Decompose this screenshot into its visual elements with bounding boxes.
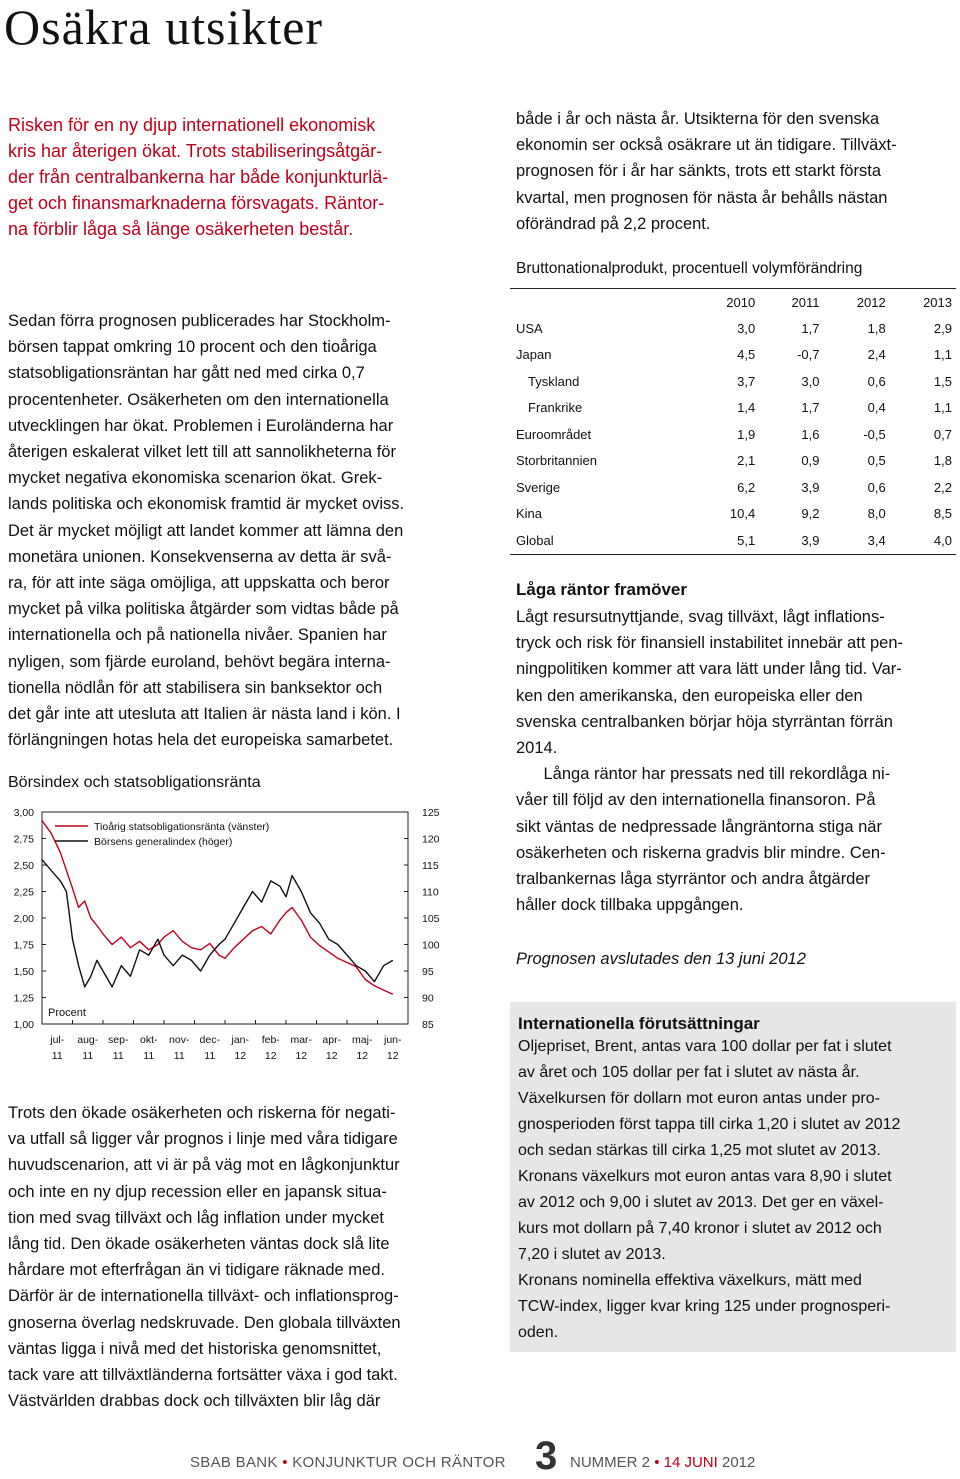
text-line: och inte en ny djup recession eller en japansk situa- — [8, 1182, 387, 1201]
gdp-table — [510, 288, 956, 555]
text-line: procentenheter. Osäkerheten om den internationella — [8, 390, 389, 409]
table-row — [510, 368, 956, 395]
page-number: 3 — [535, 1434, 558, 1478]
box-heading: Internationella förutsättningar — [518, 1014, 760, 1033]
country-name: Frankrike — [528, 400, 583, 416]
country-name: Tyskland — [528, 373, 580, 389]
text-line: va utfall så ligger vår prognos i linje med våra tidigare — [8, 1130, 398, 1149]
text-line: monetära unionen. Konsekvenserna av detta är svå- — [8, 547, 392, 566]
text-line: ra, för att inte säga omöjliga, att uppskatta och beror — [8, 574, 390, 593]
right-tick-label: 125 — [422, 807, 440, 819]
text-line: gnoserna överlag nedskruvade. Den globala tillväxten — [8, 1313, 401, 1332]
right-tick-label: 120 — [422, 833, 440, 846]
left-tick-label: 2,00 — [13, 913, 34, 925]
text-line: tionella nödlån för att stabilisera sin banksektor och — [8, 678, 383, 697]
x-tick-label-year: 12 — [325, 1050, 338, 1062]
table-row — [510, 315, 956, 342]
text-line: 7,20 i slutet av 2013. — [518, 1246, 666, 1263]
right-tick-label: 110 — [422, 886, 439, 899]
text-line: mycket negativa ekonomiska scenarion ökat. Grek- — [8, 469, 383, 488]
chart-title: Börsindex och statsobligationsränta — [8, 774, 261, 791]
country-name: Global — [516, 532, 554, 548]
gdp-value: 4,0 — [933, 532, 952, 548]
x-tick-label-year: 11 — [51, 1050, 63, 1062]
footer-year: 2012 — [721, 1454, 756, 1471]
gdp-value: 1,8 — [867, 320, 886, 336]
right-intro-paragraph — [516, 106, 897, 237]
footer-publication — [190, 1454, 506, 1471]
table-row — [510, 342, 956, 369]
lead-paragraph — [8, 112, 438, 242]
text-line: våer till följd av den internationella finansoron. På — [516, 791, 876, 810]
page-title: Osäkra utsikter — [4, 0, 324, 55]
text-line: väntas ligga i nivå med det historiska genomsnittet, — [8, 1339, 382, 1358]
gdp-value: 1,7 — [801, 320, 820, 336]
body-paragraph-1 — [8, 308, 404, 753]
gdp-value: 8,5 — [933, 506, 952, 522]
country-name: Euroområdet — [516, 426, 592, 442]
rates-paragraph — [516, 604, 903, 918]
gdp-value: 3,0 — [737, 320, 756, 336]
x-tick-label-year: 11 — [143, 1050, 155, 1062]
gdp-value: 2,4 — [867, 347, 886, 363]
text-line: prognosen för i år har sänkts, trots ett starkt första — [516, 162, 881, 181]
x-tick-label-month: jul- — [50, 1034, 65, 1046]
text-line: gnosperioden först tappa till cirka 1,20 i slutet av 2012 — [518, 1116, 901, 1133]
x-tick-label-month: maj- — [352, 1034, 373, 1046]
footer-issue-number: NUMMER 2 — [570, 1454, 651, 1471]
text-line: osäkerheten och riskerna gradvis blir mindre. Cen- — [516, 843, 886, 862]
text-line: utvecklingen har ökat. Problemen i Euroländerna har — [8, 416, 394, 435]
gdp-value: 1,5 — [933, 373, 952, 389]
text-line: kvartal, men prognosen för nästa år behålls nästan — [516, 188, 888, 207]
text-line: hårdare mot efterfrågan än vi tidigare räknade med. — [8, 1261, 385, 1280]
header-year: 2012 — [856, 294, 886, 310]
text-line: Lågt resursutnyttjande, svag tillväxt, lågt inflations- — [516, 608, 885, 626]
text-line: både i år och nästa år. Utsikterna för den svenska — [516, 110, 880, 128]
gdp-value: 5,1 — [737, 532, 756, 548]
gdp-value: 0,4 — [867, 400, 886, 416]
text-line: håller dock tillbaka uppgången. — [516, 896, 744, 915]
x-tick-label-month: okt- — [139, 1034, 158, 1046]
text-line: tack vare att tillväxtländerna fortsätter växa i god takt. — [8, 1366, 398, 1385]
table-row — [510, 527, 956, 554]
text-line: svenska centralbanken börjar höja styrräntan förrän — [516, 712, 893, 731]
country-name: Sverige — [516, 479, 561, 495]
right-tick-label: 85 — [422, 1019, 434, 1031]
footer-date: 14 JUNI — [663, 1454, 718, 1471]
gdp-value: 2,1 — [737, 453, 756, 469]
country-name: Japan — [516, 347, 552, 363]
section-heading-rates: Låga räntor framöver — [516, 580, 687, 599]
table-row — [510, 448, 956, 475]
gdp-value: 1,8 — [933, 453, 952, 469]
gdp-value: 1,6 — [801, 426, 820, 442]
body-paragraph-2 — [8, 1100, 401, 1414]
text-line: Det är mycket möjligt att landet kommer att lämna den — [8, 521, 404, 540]
right-tick-label: 100 — [422, 939, 440, 952]
x-tick-label-month: aug- — [77, 1034, 99, 1046]
gdp-value: 3,0 — [801, 373, 820, 389]
left-tick-label: 1,50 — [13, 966, 34, 978]
gdp-value: 0,5 — [867, 453, 886, 469]
country-name: Kina — [516, 506, 543, 522]
text-line: Därför är de internationella tillväxt- och inflationsprog- — [8, 1287, 399, 1306]
page-footer — [190, 1434, 950, 1478]
text-line: Västvärlden drabbas dock och tillväxten blir låg där — [8, 1392, 381, 1411]
lead-line: Risken för en ny djup internationell ekonomisk — [8, 115, 376, 135]
text-line: mycket på vilka politiska åtgärder som vidtas både på — [8, 600, 399, 619]
x-tick-label-month: nov- — [169, 1034, 190, 1046]
header-year: 2011 — [791, 294, 820, 310]
text-line: av året och 105 dollar per fat i slutet av nästa år. — [518, 1064, 860, 1081]
gdp-value: 3,4 — [867, 532, 886, 548]
forecast-date-note: Prognosen avslutades den 13 juni 2012 — [516, 950, 806, 968]
text-line: ekonomin ser också osäkrare ut än tidigare. Tillväxt- — [516, 136, 897, 155]
gdp-value: 3,9 — [801, 479, 820, 495]
right-tick-label: 95 — [422, 966, 434, 978]
text-line: av 2012 och 9,00 i slutet av 2013. Det ger en växel- — [518, 1194, 884, 1211]
assumptions-box — [510, 1002, 956, 1352]
footer-separator: • — [282, 1454, 288, 1471]
gdp-value: 4,5 — [737, 347, 756, 363]
stock-bond-chart — [0, 800, 450, 1075]
header-year: 2010 — [726, 294, 756, 310]
x-tick-label-year: 11 — [112, 1050, 124, 1062]
left-tick-label: 2,25 — [13, 886, 34, 899]
lead-line: kris har återigen ökat. Trots stabiliseringsåtgär- — [8, 141, 383, 161]
table-row — [510, 395, 956, 422]
text-line: oden. — [518, 1324, 559, 1341]
text-line: Oljepriset, Brent, antas vara 100 dollar per fat i slutet — [518, 1038, 892, 1055]
gdp-value: 10,4 — [729, 506, 756, 522]
text-line: tralbankernas låga styrräntor och andra åtgärder — [516, 870, 871, 889]
x-tick-label-month: feb- — [261, 1034, 280, 1046]
x-tick-label-month: jun- — [383, 1034, 402, 1046]
table-row — [510, 421, 956, 448]
text-line: Sedan förra prognosen publicerades har Stockholm- — [8, 312, 391, 330]
left-axis-unit-label: Procent — [48, 1007, 86, 1019]
x-tick-label-month: dec- — [199, 1034, 220, 1046]
text-line: ken den amerikanska, den europeiska eller den — [516, 686, 863, 705]
text-line: Trots den ökade osäkerheten och riskerna för negati- — [8, 1104, 396, 1122]
text-line: lång tid. Den ökade osäkerheten väntas dock slå lite — [8, 1235, 390, 1254]
x-tick-label-year: 12 — [234, 1050, 247, 1062]
gdp-value: 1,7 — [801, 400, 820, 416]
header-year: 2013 — [923, 294, 952, 310]
x-tick-label-month: mar- — [290, 1034, 313, 1046]
x-tick-label-year: 12 — [386, 1050, 399, 1062]
footer-brand: SBAB BANK — [190, 1454, 278, 1471]
table-row — [510, 501, 956, 528]
gdp-value: 0,6 — [867, 373, 886, 389]
text-line: oförändrad på 2,2 procent. — [516, 214, 711, 233]
gdp-value: -0,5 — [863, 426, 886, 442]
text-line: tryck och risk för finansiell instabilitet innebär att pen- — [516, 634, 904, 653]
text-line: tion med svag tillväxt och låg inflation under mycket — [8, 1208, 385, 1227]
legend-label-bond: Tioårig statsobligationsränta (vänster) — [94, 821, 270, 833]
gdp-value: 1,4 — [737, 400, 756, 416]
country-name: USA — [516, 320, 543, 336]
text-line: det går inte att utesluta att Italien är nästa land i kön. I — [8, 705, 401, 724]
table-header-row — [510, 289, 956, 316]
footer-title: KONJUNKTUR OCH RÄNTOR — [292, 1454, 506, 1471]
x-tick-label-year: 12 — [356, 1050, 369, 1062]
left-tick-label: 3,00 — [13, 807, 34, 819]
text-line: lands politiska och ekonomisk framtid är mycket oviss. — [8, 495, 405, 514]
text-line: Kronans nominella effektiva växelkurs, mätt med — [518, 1272, 862, 1289]
gdp-table-title: Bruttonationalprodukt, procentuell volymförändring — [516, 260, 863, 277]
text-line: 2014. — [516, 739, 558, 758]
left-tick-label: 1,25 — [13, 992, 34, 1005]
left-tick-label: 2,50 — [13, 860, 34, 872]
gdp-value: 6,2 — [737, 479, 756, 495]
text-line: ningpolitiken kommer att vara lätt under lång tid. Var- — [516, 660, 902, 679]
gdp-value: 3,7 — [737, 373, 756, 389]
lead-line: get och finansmarknaderna försvagats. Räntor- — [8, 193, 385, 213]
gdp-value: 1,9 — [737, 426, 756, 442]
text-line: återigen eskalerat vilket lett till att sannolikheterna för — [8, 443, 396, 462]
gdp-value: 1,1 — [933, 400, 952, 416]
gdp-value: 1,1 — [933, 347, 952, 363]
left-tick-label: 1,75 — [13, 939, 34, 952]
legend-label-stock: Börsens generalindex (höger) — [94, 836, 233, 848]
text-line: internationella och på nationella nivåer. Spanien har — [8, 626, 387, 645]
right-tick-label: 115 — [422, 860, 439, 872]
text-line: och sedan stärkas till cirka 1,25 mot slutet av 2013. — [518, 1142, 881, 1159]
footer-issue — [570, 1454, 755, 1471]
box-text — [518, 1034, 900, 1346]
text-line: huvudscenarion, att vi är på väg mot en lågkonjunktur — [8, 1156, 400, 1175]
gdp-value: 2,2 — [933, 479, 952, 495]
x-tick-label-year: 11 — [173, 1050, 185, 1062]
x-tick-label-year: 11 — [82, 1050, 94, 1062]
footer-separator: • — [654, 1454, 660, 1471]
chart-legend — [55, 821, 269, 848]
x-tick-label-month: sep- — [108, 1034, 129, 1046]
right-tick-label: 90 — [422, 992, 434, 1005]
text-line: Långa räntor har pressats ned till rekordlåga ni- — [516, 765, 891, 784]
text-line: TCW-index, ligger kvar kring 125 under prognosperi- — [518, 1298, 891, 1315]
text-line: kurs mot dollarn på 7,40 kronor i slutet av 2012 och — [518, 1220, 882, 1237]
gdp-value: -0,7 — [797, 347, 820, 363]
text-line: förlängningen hotas hela det europeiska samarbetet. — [8, 731, 394, 750]
header-country — [510, 289, 693, 316]
x-tick-label-year: 12 — [264, 1050, 277, 1062]
text-line: statsobligationsräntan har gått ned med cirka 0,7 — [8, 364, 365, 383]
gdp-value: 0,9 — [801, 453, 820, 469]
table-row — [510, 474, 956, 501]
right-tick-label: 105 — [422, 913, 440, 925]
lead-line: na förblir låga så länge osäkerheten består. — [8, 219, 354, 239]
gdp-value: 2,9 — [933, 320, 952, 336]
gdp-value: 3,9 — [801, 532, 820, 548]
x-tick-label-year: 11 — [204, 1050, 216, 1062]
text-line: börsen tappat omkring 10 procent och den tioåriga — [8, 338, 377, 357]
lead-line: der från centralbankerna har både konjunkturlä- — [8, 167, 389, 187]
x-tick-label-year: 12 — [295, 1050, 308, 1062]
country-name: Storbritannien — [516, 453, 597, 469]
text-line: sikt väntas de nedpressade långräntorna stiga när — [516, 817, 882, 836]
text-line: nyligen, som fjärde euroland, behövt begära interna- — [8, 652, 391, 671]
gdp-value: 8,0 — [867, 506, 886, 522]
x-tick-label-month: apr- — [322, 1034, 342, 1046]
left-tick-label: 2,75 — [13, 833, 34, 846]
x-tick-label-month: jan- — [231, 1034, 250, 1046]
text-line: Kronans växelkurs mot euron antas vara 8,90 i slutet — [518, 1168, 892, 1185]
gdp-value: 0,6 — [867, 479, 886, 495]
gdp-value: 9,2 — [801, 506, 820, 522]
left-tick-label: 1,00 — [13, 1019, 34, 1031]
gdp-value: 0,7 — [933, 426, 952, 442]
text-line: Växelkursen för dollarn mot euron antas under pro- — [518, 1090, 880, 1107]
